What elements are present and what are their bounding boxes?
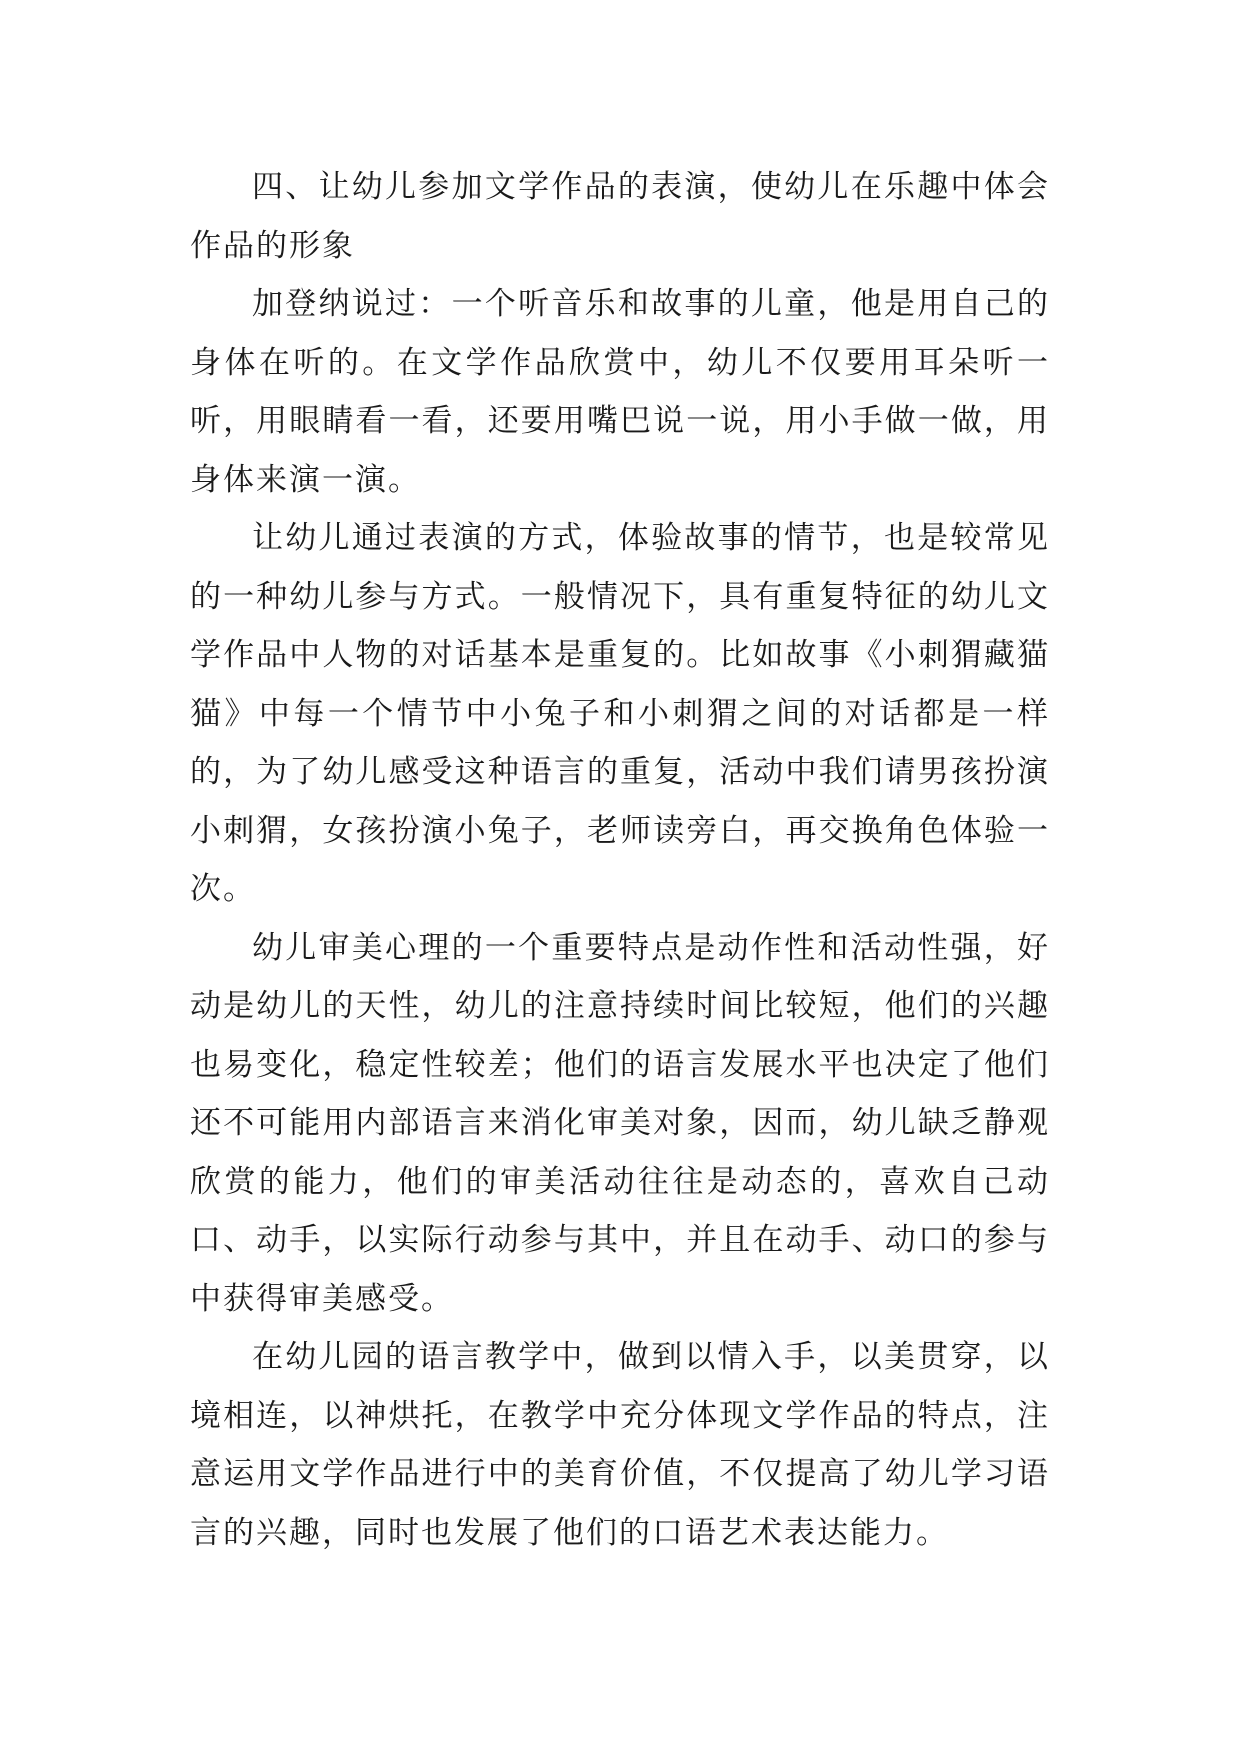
paragraph: 幼儿审美心理的一个重要特点是动作性和活动性强，好动是幼儿的天性，幼儿的注意持续时间比较短，他们的兴趣也易变化，稳定性较差；他们的语言发展水平也决定了他们还不可能用内部语言来消化审美对象，因而，幼儿缺乏静观欣赏的能力，他们的审美活动往往是动态的，喜欢自己动口、动手，以实际行动参与其中，并且在动手、动口的参与中获得审美感受。 bbox=[190, 929, 1050, 1317]
section-heading: 四、让幼儿参加文学作品的表演，使幼儿在乐趣中体会作品的形象 bbox=[190, 169, 1050, 264]
paragraph: 在幼儿园的语言教学中，做到以情入手，以美贯穿，以境相连，以神烘托，在教学中充分体现文学作品的特点，注意运用文学作品进行中的美育价值，不仅提高了幼儿学习语言的兴趣，同时也发展了他们的口语艺术表达能力。 bbox=[190, 1339, 1050, 1551]
paragraph: 让幼儿通过表演的方式，体验故事的情节，也是较常见的一种幼儿参与方式。一般情况下，具有重复特征的幼儿文学作品中人物的对话基本是重复的。比如故事《小刺猬藏猫猫》中每一个情节中小兔子和小刺猬之间的对话都是一样的，为了幼儿感受这种语言的重复，活动中我们请男孩扮演小刺猬，女孩扮演小兔子，老师读旁白，再交换角色体验一次。 bbox=[190, 520, 1050, 907]
paragraph: 加登纳说过：一个听音乐和故事的儿童，他是用自己的身体在听的。在文学作品欣赏中，幼儿不仅要用耳朵听一听，用眼睛看一看，还要用嘴巴说一说，用小手做一做，用身体来演一演。 bbox=[190, 286, 1050, 498]
document-body bbox=[190, 158, 1050, 1562]
